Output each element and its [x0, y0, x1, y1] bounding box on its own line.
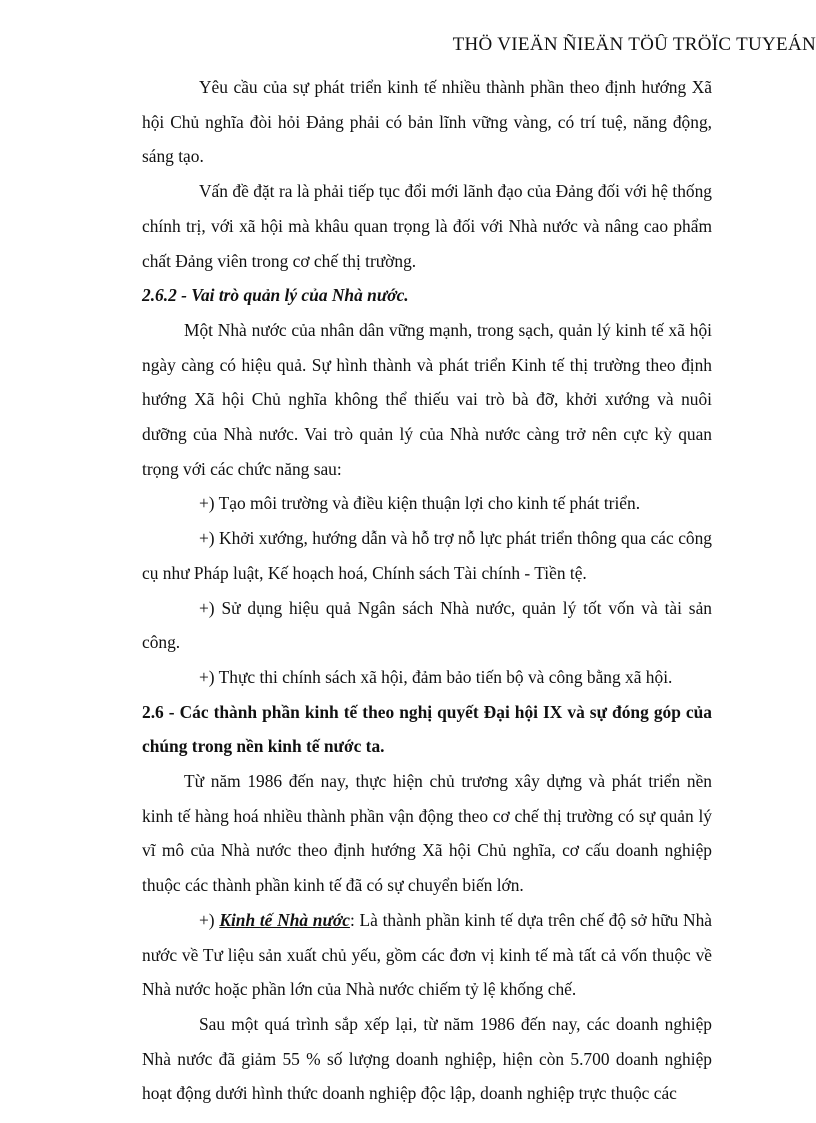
bullet-item: +) Khởi xướng, hướng dẫn và hỗ trợ nỗ lực phát triển thông qua các công cụ như Pháp luật, Kế hoạch hoá, Chính sách Tài chính - Tiền tệ. — [142, 528, 712, 583]
bullet-item: +) Tạo môi trường và điều kiện thuận lợi cho kinh tế phát triển. — [199, 493, 641, 514]
paragraph: Yêu cầu của sự phát triển kinh tế nhiều thành phần theo định hướng Xã hội Chủ nghĩa đòi hỏi Đảng phải có bản lĩnh vững vàng, có trí tuệ, năng động, sáng tạo. — [142, 77, 712, 167]
paragraph: Một Nhà nước của nhân dân vững mạnh, trong sạch, quản lý kinh tế xã hội ngày càng có hiệu quả. Sự hình thành và phát triển Kinh tế thị trường theo định hướng Xã hội Chủ nghĩa không thể thiếu vai trò bà đỡ, khởi xướng và nuôi dưỡng của Nhà nước. Vai trò quản lý của Nhà nước càng trở nên cực kỳ quan trọng với các chức năng sau: — [142, 319, 712, 479]
term-highlight: Kinh tế Nhà nước — [219, 909, 350, 930]
bullet-item: +) Thực thi chính sách xã hội, đảm bảo tiến bộ và công bằng xã hội. — [199, 666, 673, 687]
bullet-item — [142, 903, 712, 1007]
paragraph: Vấn đề đặt ra là phải tiếp tục đổi mới lãnh đạo của Đảng đối với hệ thống chính trị, với xã hội mà khâu quan trọng là đối với Nhà nước và nâng cao phẩm chất Đảng viên trong cơ chế thị trường. — [142, 181, 712, 271]
bullet-text: : Là thành phần kinh tế dựa trên chế độ sở hữu Nhà nước về Tư liệu sản xuất chủ yếu, gồm các đơn vị kinh tế mà tất cả vốn thuộc về Nhà nước hoặc phần lớn của Nhà nước chiếm tỷ lệ khống chế. — [142, 909, 713, 1000]
section-heading: 2.6 - Các thành phần kinh tế theo nghị quyết Đại hội IX và sự đóng góp của chúng trong nền kinh tế nước ta. — [142, 701, 712, 757]
bullet-item: +) Sử dụng hiệu quả Ngân sách Nhà nước, quản lý tốt vốn và tài sản công. — [142, 597, 712, 653]
paragraph: Sau một quá trình sắp xếp lại, từ năm 1986 đến nay, các doanh nghiệp Nhà nước đã giảm 55 % số lượng doanh nghiệp, hiện còn 5.700 doanh nghiệp hoạt động dưới hình thức doanh nghiệp độc lập, doanh nghiệp trực thuộc các — [142, 1013, 712, 1104]
page-header: THÖ VIEÄN ÑIEÄN TÖÛ TRÖÏC TUYEÁN — [452, 34, 816, 55]
bullet-prefix: +) — [199, 909, 220, 930]
document-body — [142, 70, 712, 1111]
paragraph: Từ năm 1986 đến nay, thực hiện chủ trương xây dựng và phát triển nền kinh tế hàng hoá nhiều thành phần vận động theo cơ chế thị trường có sự quản lý vĩ mô của Nhà nước theo định hướng Xã hội Chủ nghĩa, cơ cấu doanh nghiệp thuộc các thành phần kinh tế đã có sự chuyển biến lớn. — [142, 771, 712, 896]
section-heading: 2.6.2 - Vai trò quản lý của Nhà nước. — [142, 285, 409, 306]
